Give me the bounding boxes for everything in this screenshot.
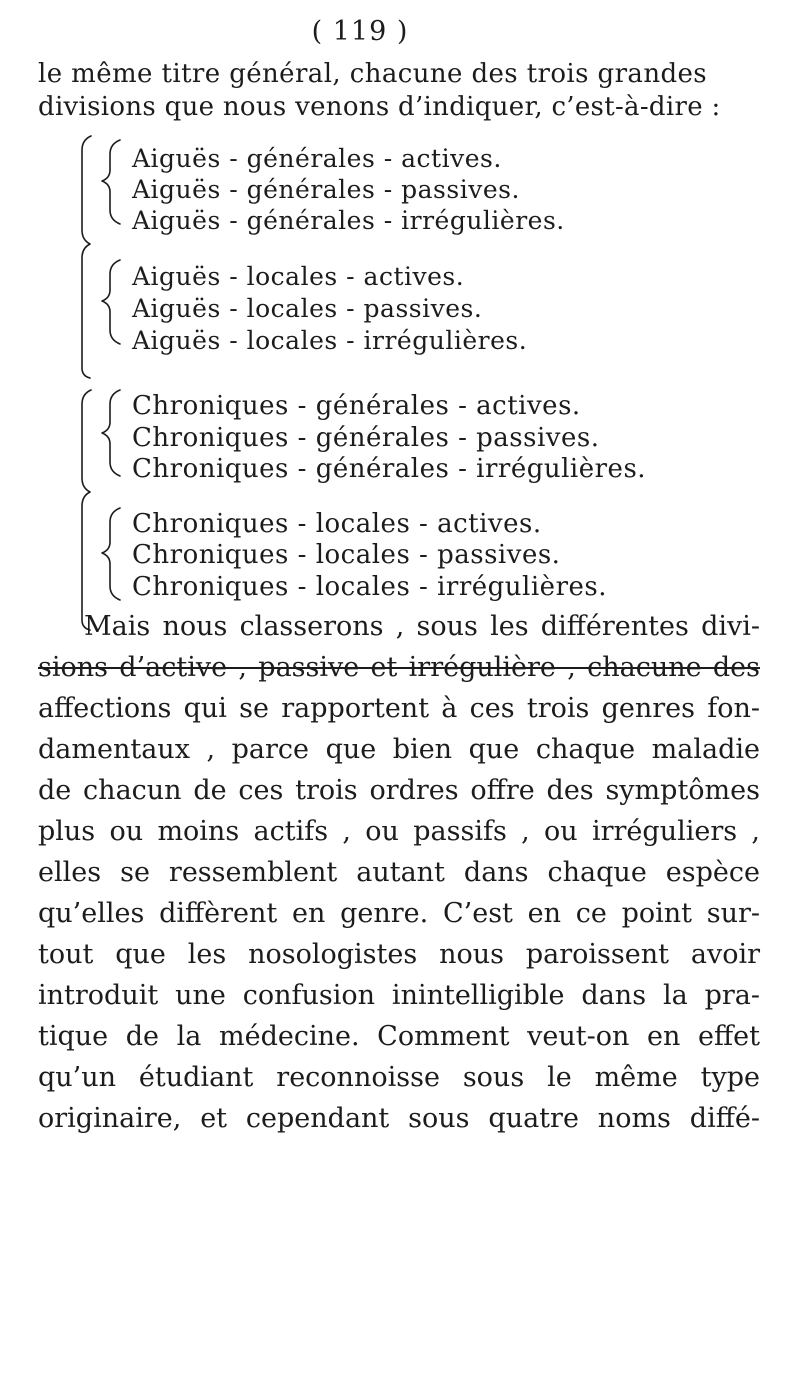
scheme-item: Aiguës - générales - actives. bbox=[132, 144, 502, 173]
body-line: plus ou moins actifs , ou passifs , ou irréguliers , bbox=[38, 816, 760, 847]
inner-brace-chroniques-locales bbox=[102, 508, 120, 600]
outer-brace-aigues bbox=[82, 136, 91, 378]
scheme-item: Chroniques - générales - irrégulières. bbox=[132, 454, 647, 484]
body-paragraph bbox=[38, 606, 760, 1139]
scheme-item: Aiguës - générales - passives. bbox=[132, 175, 520, 204]
body-line: originaire, et cependant sous quatre noms diffé- bbox=[38, 1103, 760, 1134]
intro-line: divisions que nous venons d’indiquer, c’est-à-dire : bbox=[38, 92, 721, 122]
body-line: tout que les nosologistes nous paroissent avoir bbox=[38, 939, 760, 970]
scheme-item: Chroniques - locales - passives. bbox=[132, 540, 561, 570]
outer-brace-chroniques bbox=[82, 390, 91, 630]
page-number: ( 119 ) bbox=[311, 16, 409, 47]
scheme-item: Chroniques - générales - passives. bbox=[132, 423, 600, 453]
body-line: damentaux , parce que bien que chaque maladie bbox=[38, 734, 760, 765]
body-line: de chacun de ces trois ordres offre des symptômes bbox=[38, 775, 760, 806]
body-line: qu’un étudiant reconnoisse sous le même type bbox=[38, 1062, 760, 1093]
scheme-item: Chroniques - locales - irrégulières. bbox=[132, 572, 607, 602]
body-line: introduit une confusion inintelligible dans la pra- bbox=[38, 980, 760, 1011]
intro-line: le même titre général, chacune des trois grandes bbox=[38, 59, 708, 89]
inner-brace-aigues-locales bbox=[102, 260, 120, 344]
body-line: tique de la médecine. Comment veut-on en effet bbox=[38, 1021, 760, 1052]
inner-brace-aigues-generales bbox=[102, 140, 120, 224]
scheme-item: Chroniques - locales - actives. bbox=[132, 509, 542, 539]
body-line: elles se ressemblent autant dans chaque espèce bbox=[38, 857, 760, 888]
scheme-item: Chroniques - générales - actives. bbox=[132, 391, 581, 421]
inner-brace-chroniques-generales bbox=[102, 390, 120, 476]
body-line: sions d’active , passive et irrégulière , chacune des bbox=[38, 652, 760, 683]
body-line: Mais nous classerons , sous les différentes divi- bbox=[84, 611, 760, 642]
scheme-item: Aiguës - locales - passives. bbox=[132, 294, 483, 323]
body-line: affections qui se rapportent à ces trois genres fon- bbox=[38, 693, 760, 724]
scheme-item: Aiguës - locales - irrégulières. bbox=[132, 326, 528, 355]
body-line: qu’elles diffèrent en genre. C’est en ce point sur- bbox=[38, 898, 760, 929]
scheme-item: Aiguës - générales - irrégulières. bbox=[132, 206, 565, 235]
scheme-item: Aiguës - locales - actives. bbox=[132, 262, 465, 291]
